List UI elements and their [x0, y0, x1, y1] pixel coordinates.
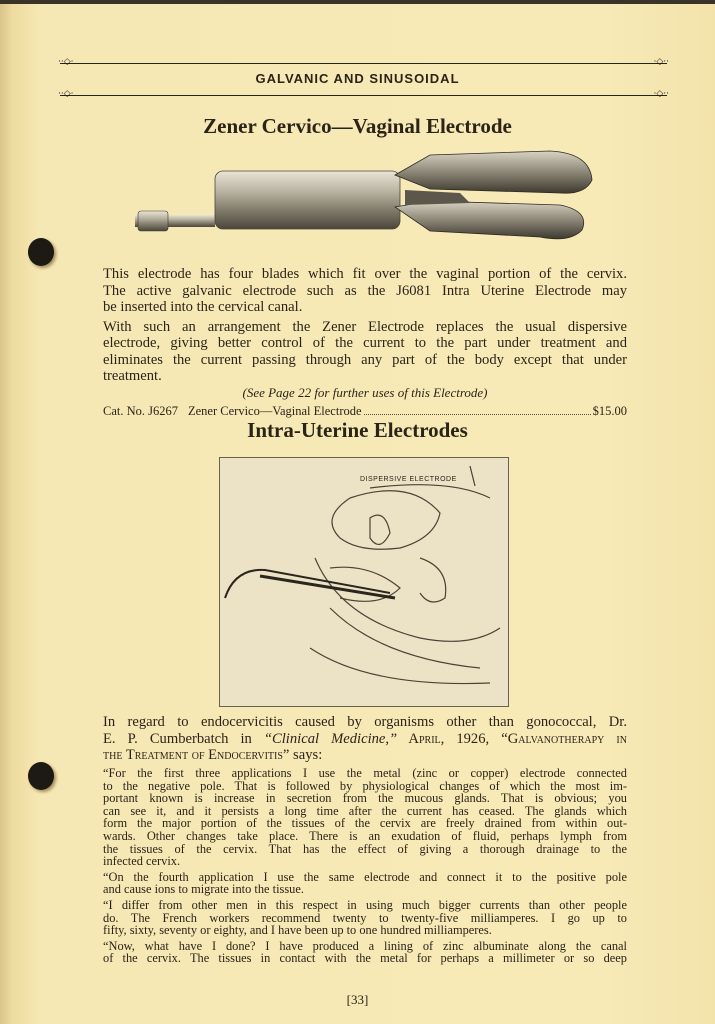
- article-title: the Treatment of Endocervitis”: [103, 747, 290, 763]
- see-page-note: (See Page 22 for further uses of this Electrode): [242, 384, 488, 400]
- quote-line: “For the first three applications I use the metal (zinc or copper) electrode connected: [103, 766, 627, 780]
- diagram-drawing: [220, 458, 508, 706]
- text-line: This electrode has four blades which fit over the vaginal portion of the cervix.: [103, 266, 627, 282]
- figure-label: DISPERSIVE ELECTRODE: [360, 476, 457, 483]
- quote-line: “I differ from other men in this respect in using much bigger currents than other people: [103, 897, 627, 912]
- text-line: The active galvanic electrode such as the J6081 Intra Uterine Electrode may: [103, 282, 627, 299]
- quote-line: of the cervix. The tissues in contact with the metal for perhaps a millimeter or so deep: [103, 951, 627, 966]
- quote-line: do. The French workers recommend twenty to twenty-five milliamperes. I go up to: [103, 910, 627, 925]
- text-line: eliminates the current passing through any part of the body except that under: [103, 351, 627, 368]
- quote-line: “On the fourth application I use the same electrode and connect it to the positive pole: [103, 869, 627, 884]
- text-line: In regard to endocervicitis caused by organisms other than gonococcal, Dr.: [103, 714, 627, 730]
- quote-line: and cause ions to migrate into the tissue.: [103, 882, 304, 897]
- quote-line: form the major portion of the tissues of the cervix are freely drained from within out-: [103, 816, 627, 831]
- text-line: be inserted into the cervical canal.: [103, 299, 303, 315]
- zener-electrode-illustration: [130, 145, 600, 245]
- text-line: electrode, giving better control of the current to the part under treatment and: [103, 335, 627, 351]
- quote-line: wards. Other changes take place. There is an exudation of fluid, perhaps lymph from: [103, 828, 627, 843]
- text-line: [103, 747, 627, 764]
- running-header: GALVANIC AND SINUSOIDAL: [255, 71, 460, 86]
- quote-line: infected cervix.: [103, 854, 181, 869]
- text-segment: says:: [289, 747, 323, 763]
- quote-line: can see it, and it persists a long time after the current has ceased. The glands which: [103, 803, 627, 818]
- quote-line: to the negative pole. That is followed by physiological changes of which the most im-: [103, 778, 627, 793]
- page-number: [33]: [346, 992, 369, 1007]
- text-segment: E. P. Cumberbatch in: [103, 730, 264, 747]
- intro-paragraph: [103, 714, 627, 764]
- section-title-zener: Zener Cervico—Vaginal Electrode: [203, 114, 512, 138]
- header-rule-bottom: ··◇· ·◇··: [58, 89, 669, 99]
- zener-description: [103, 266, 627, 420]
- page-top-edge: [0, 0, 715, 4]
- anatomical-diagram: [219, 457, 509, 707]
- catalog-price: $15.00: [592, 404, 627, 418]
- article-title: April, 1926, “Galvanotherapy in: [397, 730, 627, 747]
- binder-hole: [28, 238, 54, 266]
- catalog-number: Cat. No. J6267: [103, 404, 178, 418]
- quote-line: fifty, sixty, seventy or eighty, and I have been up to one hundred milliamperes.: [103, 923, 492, 938]
- binder-hole: [28, 762, 54, 790]
- quotation: [103, 767, 627, 965]
- text-line: treatment.: [103, 368, 162, 384]
- journal-title: “Clinical Medicine,”: [263, 730, 398, 747]
- section-title-intra-uterine: Intra-Uterine Electrodes: [247, 418, 468, 442]
- text-line: With such an arrangement the Zener Electrode replaces the usual dispersive: [103, 318, 627, 335]
- quote-line: “Now, what have I done? I have produced a lining of zinc albuminate along the canal: [103, 938, 627, 953]
- quote-line: portant known is increase in secretion from the mucous glands. That is obvious; you: [103, 791, 627, 806]
- leader-dots: [364, 414, 591, 415]
- catalog-item: Zener Cervico—Vaginal Electrode: [188, 404, 362, 418]
- header-rule-top: ··◇· ·◇··: [58, 57, 669, 67]
- quote-line: the tissues of the cervix. That has the effect of giving a thorough drainage to the: [103, 841, 627, 856]
- text-line: [103, 731, 627, 748]
